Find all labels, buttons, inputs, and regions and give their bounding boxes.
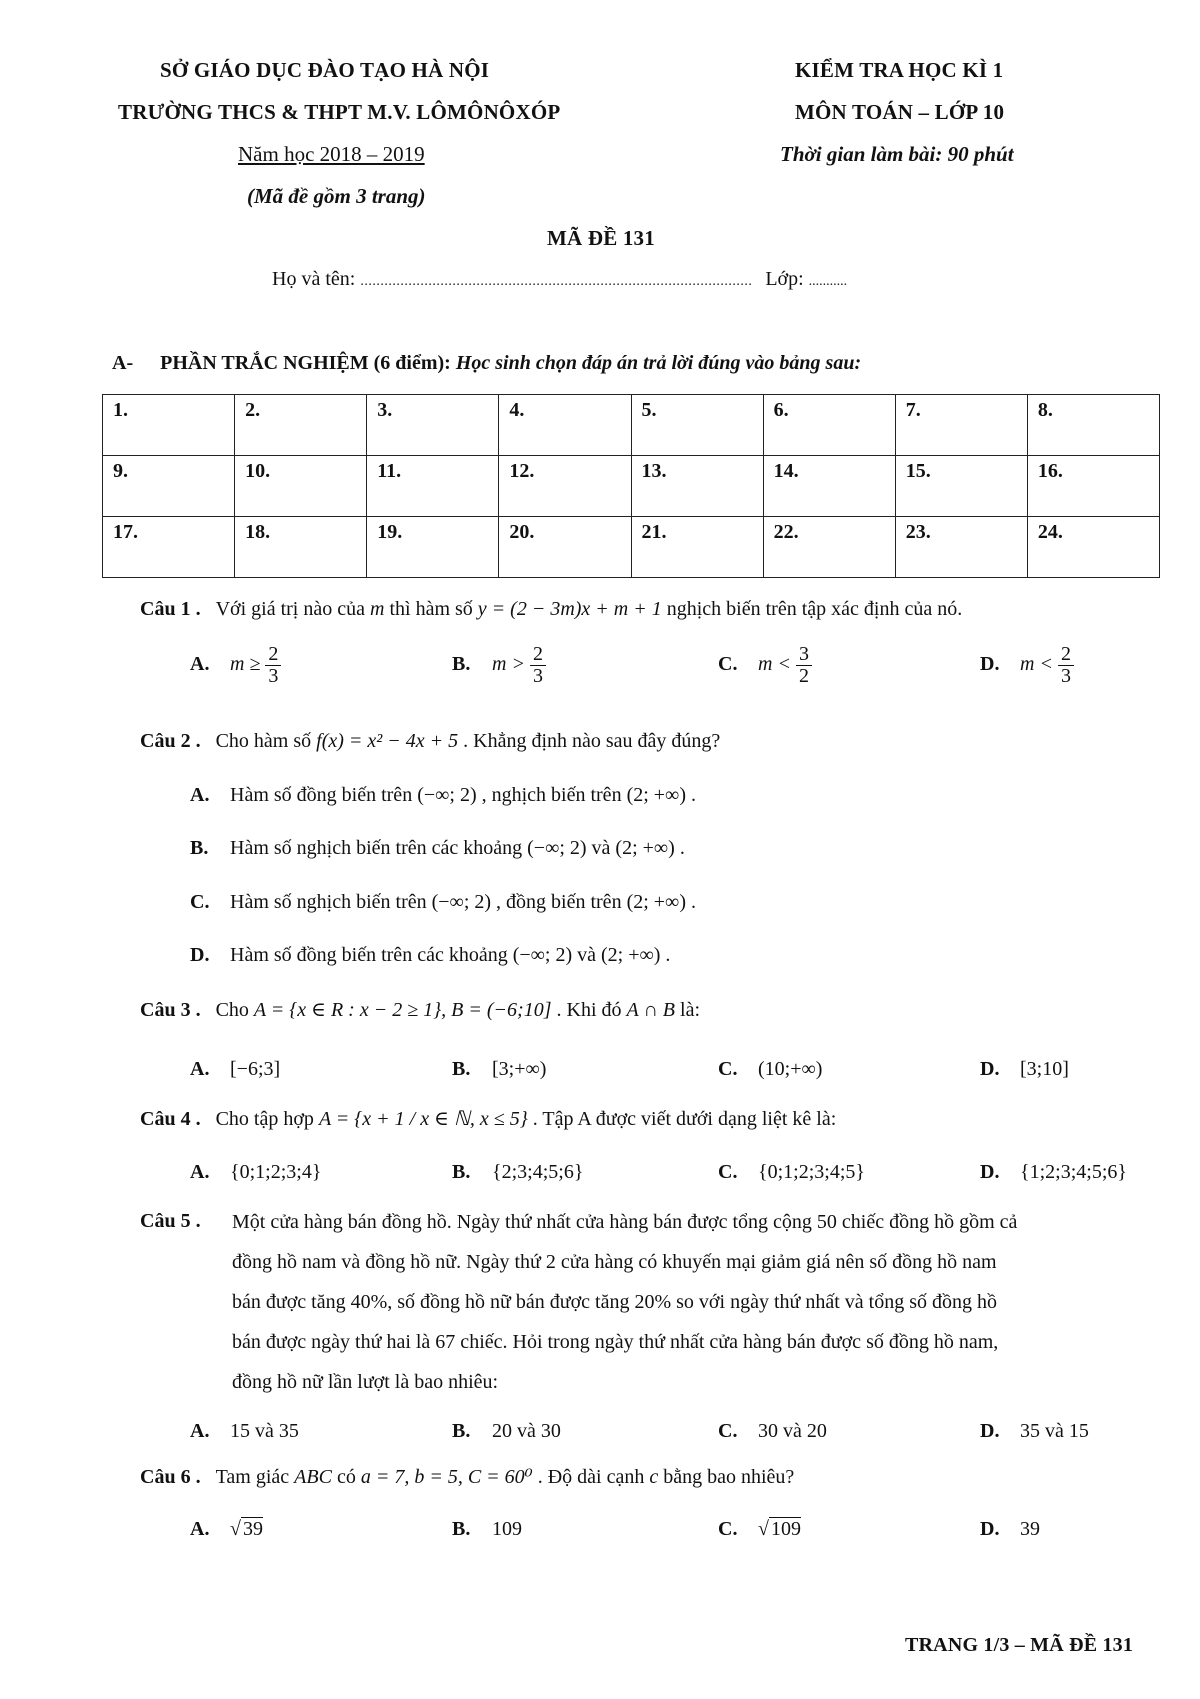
answer-cell[interactable]: 11.: [367, 456, 499, 517]
answer-cell[interactable]: 20.: [499, 517, 631, 578]
answer-cell[interactable]: 24.: [1027, 517, 1159, 578]
question-label: Câu 5 .: [140, 1210, 201, 1232]
answer-option[interactable]: [190, 1420, 299, 1443]
question-formula: a = 7, b = 5, C = 60⁰: [360, 1466, 533, 1488]
fraction-numerator: 3: [796, 644, 812, 666]
answer-option[interactable]: [452, 1518, 522, 1541]
option-letter: B.: [190, 837, 209, 859]
answer-option[interactable]: [980, 1518, 1040, 1541]
question-text: bằng bao nhiêu?: [663, 1466, 795, 1488]
answer-option[interactable]: [452, 1161, 583, 1184]
question-formula: A ∩ B: [626, 999, 676, 1021]
option-letter: B.: [452, 1161, 471, 1183]
option-text: [3;+∞): [492, 1058, 547, 1080]
question-formula: A = {x + 1 / x ∈ ℕ, x ≤ 5}: [318, 1108, 528, 1130]
option-text: Hàm số đồng biến trên (−∞; 2) , nghịch biến trên (2; +∞) .: [230, 784, 696, 806]
answer-option[interactable]: [718, 1518, 801, 1541]
question-text: . Khẳng định nào sau đây đúng?: [463, 730, 721, 752]
answer-option[interactable]: [190, 1518, 263, 1541]
fraction-numerator: 2: [530, 644, 546, 666]
option-letter: C.: [718, 1161, 738, 1183]
question-text: Cho: [215, 999, 249, 1021]
answer-option[interactable]: [718, 644, 812, 687]
answer-option[interactable]: [980, 1161, 1127, 1184]
option-letter: A.: [190, 784, 210, 806]
answer-option[interactable]: [190, 944, 670, 967]
answer-cell[interactable]: 14.: [763, 456, 895, 517]
option-letter: D.: [980, 1518, 1000, 1540]
question-var: ABC: [294, 1466, 332, 1488]
question-formula: f(x) = x² − 4x + 5: [316, 730, 459, 752]
exam-time: Thời gian làm bài: 90 phút: [780, 142, 1014, 166]
section-a-title: PHẦN TRẮC NGHIỆM (6 điểm):: [160, 352, 451, 374]
option-text: 109: [492, 1518, 522, 1540]
question-label: Câu 2 .: [140, 730, 201, 752]
answer-option[interactable]: [718, 1420, 827, 1443]
answer-option[interactable]: [452, 1058, 546, 1081]
answer-cell[interactable]: 15.: [895, 456, 1027, 517]
answer-cell[interactable]: 23.: [895, 517, 1027, 578]
option-text: {0;1;2;3;4;5}: [758, 1161, 865, 1183]
answer-option[interactable]: [190, 784, 696, 807]
option-fraction: [796, 644, 812, 687]
option-letter: D.: [980, 1420, 1000, 1442]
option-letter: D.: [190, 944, 210, 966]
answer-cell[interactable]: 21.: [631, 517, 763, 578]
school-department: SỞ GIÁO DỤC ĐÀO TẠO HÀ NỘI: [160, 58, 490, 82]
option-letter: B.: [452, 1058, 471, 1080]
option-text: (10;+∞): [758, 1058, 823, 1080]
question-text: nghịch biến trên tập xác định của nó.: [666, 598, 963, 620]
answer-option[interactable]: [980, 1420, 1089, 1443]
option-letter: C.: [718, 1058, 738, 1080]
option-letter: C.: [718, 1420, 738, 1442]
question-text: Tam giác: [215, 1466, 290, 1488]
question-text: Cho tập hợp: [215, 1108, 314, 1130]
option-text: 109: [770, 1518, 801, 1540]
answer-row: [103, 395, 1160, 456]
option-letter: A.: [190, 1058, 210, 1080]
option-text: 39: [242, 1518, 263, 1540]
root-sign: √: [758, 1518, 769, 1540]
question-3: [140, 997, 700, 1022]
option-text: 30 và 20: [758, 1420, 827, 1442]
option-text: 35 và 15: [1020, 1420, 1089, 1442]
fraction-denominator: 3: [1060, 665, 1071, 687]
answer-cell[interactable]: 3.: [367, 395, 499, 456]
fraction-numerator: 2: [1058, 644, 1074, 666]
answer-option[interactable]: [452, 644, 546, 687]
question-text: bán được tăng 40%, số đồng hồ nữ bán được tăng 20% so với ngày thứ nhất và tổng số đồng hồ: [232, 1291, 997, 1313]
answer-cell[interactable]: 22.: [763, 517, 895, 578]
option-text: 15 và 35: [230, 1420, 299, 1442]
answer-option[interactable]: [718, 1161, 865, 1184]
question-text: bán được ngày thứ hai là 67 chiếc. Hỏi trong ngày thứ nhất cửa hàng bán được số đồng hồ nam,: [232, 1331, 999, 1353]
question-text: . Tập A được viết dưới dạng liệt kê là:: [532, 1108, 837, 1130]
answer-cell[interactable]: 5.: [631, 395, 763, 456]
question-text: thì hàm số: [389, 598, 473, 620]
class-dots[interactable]: ...........: [808, 274, 848, 289]
answer-option[interactable]: [190, 644, 281, 687]
answer-cell[interactable]: 7.: [895, 395, 1027, 456]
answer-option[interactable]: [190, 1058, 280, 1081]
option-letter: C.: [718, 1518, 738, 1540]
class-label: Lớp:: [765, 268, 804, 290]
option-letter: B.: [452, 1420, 471, 1442]
question-5-body: [232, 1202, 1192, 1402]
question-formula: A = {x ∈ R : x − 2 ≥ 1}, B = (−6;10]: [253, 999, 552, 1021]
answer-cell[interactable]: 8.: [1027, 395, 1159, 456]
section-a-instruction: Học sinh chọn đáp án trả lời đúng vào bảng sau:: [455, 352, 862, 374]
answer-table: [102, 394, 1160, 578]
option-letter: B.: [452, 653, 471, 676]
answer-option[interactable]: [190, 1161, 321, 1184]
option-text: Hàm số nghịch biến trên (−∞; 2) , đồng biến trên (2; +∞) .: [230, 891, 696, 913]
answer-cell[interactable]: 18.: [235, 517, 367, 578]
answer-cell[interactable]: 4.: [499, 395, 631, 456]
question-label: Câu 4 .: [140, 1108, 201, 1130]
answer-cell[interactable]: 1.: [103, 395, 235, 456]
option-letter: D.: [980, 1058, 1000, 1080]
root-sign: √: [230, 1518, 241, 1540]
question-text: có: [336, 1466, 356, 1488]
question-text: Một cửa hàng bán đồng hồ. Ngày thứ nhất cửa hàng bán được tổng cộng 50 chiếc đồng hồ gồm cả: [232, 1211, 1018, 1233]
answer-cell[interactable]: 10.: [235, 456, 367, 517]
fraction-denominator: 3: [532, 665, 543, 687]
option-fraction: [1058, 644, 1074, 687]
option-lhs: m ≥: [230, 653, 261, 676]
school-year: Năm học 2018 – 2019: [238, 142, 425, 166]
answer-cell[interactable]: 19.: [367, 517, 499, 578]
question-var: m: [370, 598, 385, 620]
question-label: Câu 3 .: [140, 999, 201, 1021]
option-text: Hàm số đồng biến trên các khoảng (−∞; 2) và (2; +∞) .: [230, 944, 671, 966]
question-1: [140, 598, 962, 621]
question-text: đồng hồ nam và đồng hồ nữ. Ngày thứ 2 cửa hàng có khuyến mại giảm giá nên số đồng hồ nam: [232, 1251, 997, 1273]
option-text: {2;3;4;5;6}: [492, 1161, 584, 1183]
option-letter: C.: [190, 891, 210, 913]
question-text: là:: [680, 999, 701, 1021]
question-text: . Độ dài cạnh: [537, 1466, 645, 1488]
option-lhs: m <: [758, 653, 791, 676]
fraction-denominator: 3: [268, 665, 279, 687]
page-footer: TRANG 1/3 – MÃ ĐỀ 131: [905, 1634, 1134, 1656]
option-text: Hàm số nghịch biến trên các khoảng (−∞; 2) và (2; +∞) .: [230, 837, 685, 859]
answer-cell[interactable]: 17.: [103, 517, 235, 578]
answer-cell[interactable]: 12.: [499, 456, 631, 517]
school-name: TRƯỜNG THCS & THPT M.V. LÔMÔNÔXÓP: [118, 100, 561, 124]
option-letter: D.: [980, 1161, 1000, 1183]
option-letter: D.: [980, 653, 1000, 676]
option-text: [−6;3]: [230, 1058, 281, 1080]
question-text: Cho hàm số: [215, 730, 312, 752]
option-letter: A.: [190, 1420, 210, 1442]
option-letter: B.: [452, 1518, 471, 1540]
answer-option[interactable]: [190, 837, 685, 860]
answer-option[interactable]: [980, 644, 1074, 687]
answer-cell[interactable]: 6.: [763, 395, 895, 456]
answer-row: [103, 517, 1160, 578]
answer-cell[interactable]: 16.: [1027, 456, 1159, 517]
question-6: [140, 1464, 794, 1489]
question-2: [140, 730, 720, 753]
answer-option[interactable]: [452, 1420, 561, 1443]
option-text: 20 và 30: [492, 1420, 561, 1442]
answer-option[interactable]: [190, 891, 696, 914]
section-a-heading: [112, 352, 861, 375]
answer-option[interactable]: [718, 1058, 822, 1081]
question-formula: y = (2 − 3m)x + m + 1: [477, 598, 662, 620]
option-letter: A.: [190, 1161, 210, 1183]
option-letter: A.: [190, 653, 210, 676]
option-fraction: [265, 644, 281, 687]
option-lhs: m >: [492, 653, 525, 676]
fraction-numerator: 2: [265, 644, 281, 666]
option-text: {0;1;2;3;4}: [230, 1161, 322, 1183]
section-a-prefix: A-: [112, 352, 134, 374]
question-5: [140, 1210, 201, 1233]
answer-option[interactable]: [980, 1058, 1069, 1081]
question-text: Với giá trị nào của: [215, 598, 365, 620]
question-label: Câu 6 .: [140, 1466, 201, 1488]
name-dots[interactable]: ..................................................................................................: [360, 274, 753, 289]
question-4: [140, 1106, 836, 1131]
student-name-row[interactable]: [272, 268, 847, 291]
name-label: Họ và tên:: [272, 268, 356, 290]
option-letter: C.: [718, 653, 738, 676]
option-text: 39: [1020, 1518, 1040, 1540]
answer-cell[interactable]: 9.: [103, 456, 235, 517]
subject-title: MÔN TOÁN – LỚP 10: [795, 100, 1005, 124]
option-lhs: m <: [1020, 653, 1053, 676]
option-fraction: [530, 644, 546, 687]
answer-row: [103, 456, 1160, 517]
answer-cell[interactable]: 13.: [631, 456, 763, 517]
option-text: [3;10]: [1020, 1058, 1069, 1080]
option-text: {1;2;3;4;5;6}: [1020, 1161, 1127, 1183]
question-text: . Khi đó: [556, 999, 622, 1021]
option-letter: A.: [190, 1518, 210, 1540]
exam-code: MÃ ĐỀ 131: [547, 226, 655, 250]
answer-cell[interactable]: 2.: [235, 395, 367, 456]
pages-note: (Mã đề gồm 3 trang): [247, 184, 426, 208]
question-var: c: [649, 1466, 659, 1488]
question-label: Câu 1 .: [140, 598, 201, 620]
fraction-denominator: 2: [798, 665, 809, 687]
exam-title: KIỂM TRA HỌC KÌ 1: [795, 58, 1004, 82]
question-text: đồng hồ nữ lần lượt là bao nhiêu:: [232, 1371, 499, 1393]
